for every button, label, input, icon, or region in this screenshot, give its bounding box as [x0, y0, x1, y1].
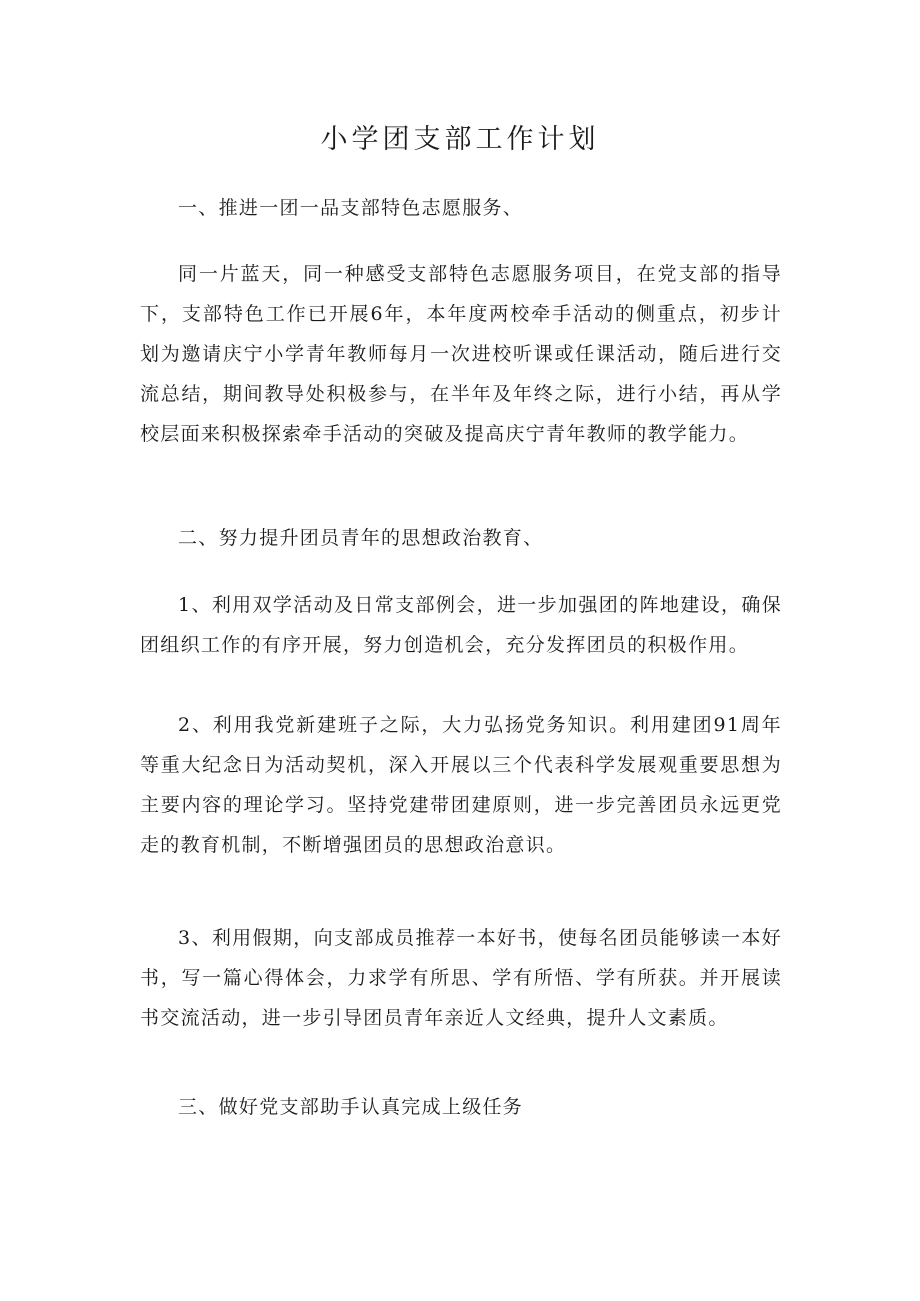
section-heading-3: 三、做好党支部助手认真完成上级任务: [178, 1096, 524, 1118]
paragraph-3: 2、利用我党新建班子之际，大力弘扬党务知识。利用建团91周年等重大纪念日为活动契机，深入开展以三个代表科学发展观重要思想为主要内容的理论学习。坚持党建带团建原则，进一步完善团员永远更党走的教育机制，不断增强团员的思想政治意识。: [140, 714, 782, 856]
paragraph-1: 同一片蓝天，同一种感受支部特色志愿服务项目，在党支部的指导下，支部特色工作已开展6年，本年度两校牵手活动的侧重点，初步计划为邀请庆宁小学青年教师每月一次进校听课或任课活动，随后进行交流总结，期间教导处积极参与，在半年及年终之际，进行小结，再从学校层面来积极探索牵手活动的突破及提高庆宁青年教师的教学能力。: [140, 263, 782, 445]
document-title: 小学团支部工作计划: [320, 124, 600, 155]
paragraph-2: 1、利用双学活动及日常支部例会，进一步加强团的阵地建设，确保团组织工作的有序开展，努力创造机会，充分发挥团员的积极作用。: [140, 594, 782, 656]
section-heading-2: 二、努力提升团员青年的思想政治教育、: [178, 527, 544, 549]
paragraph-4: 3、利用假期，向支部成员推荐一本好书，使每名团员能够读一本好书，写一篇心得体会，力求学有所思、学有所悟、学有所获。并开展读书交流活动，进一步引导团员青年亲近人文经典，提升人文素质。: [140, 927, 782, 1029]
section-heading-1: 一、推进一团一品支部特色志愿服务、: [178, 197, 524, 219]
